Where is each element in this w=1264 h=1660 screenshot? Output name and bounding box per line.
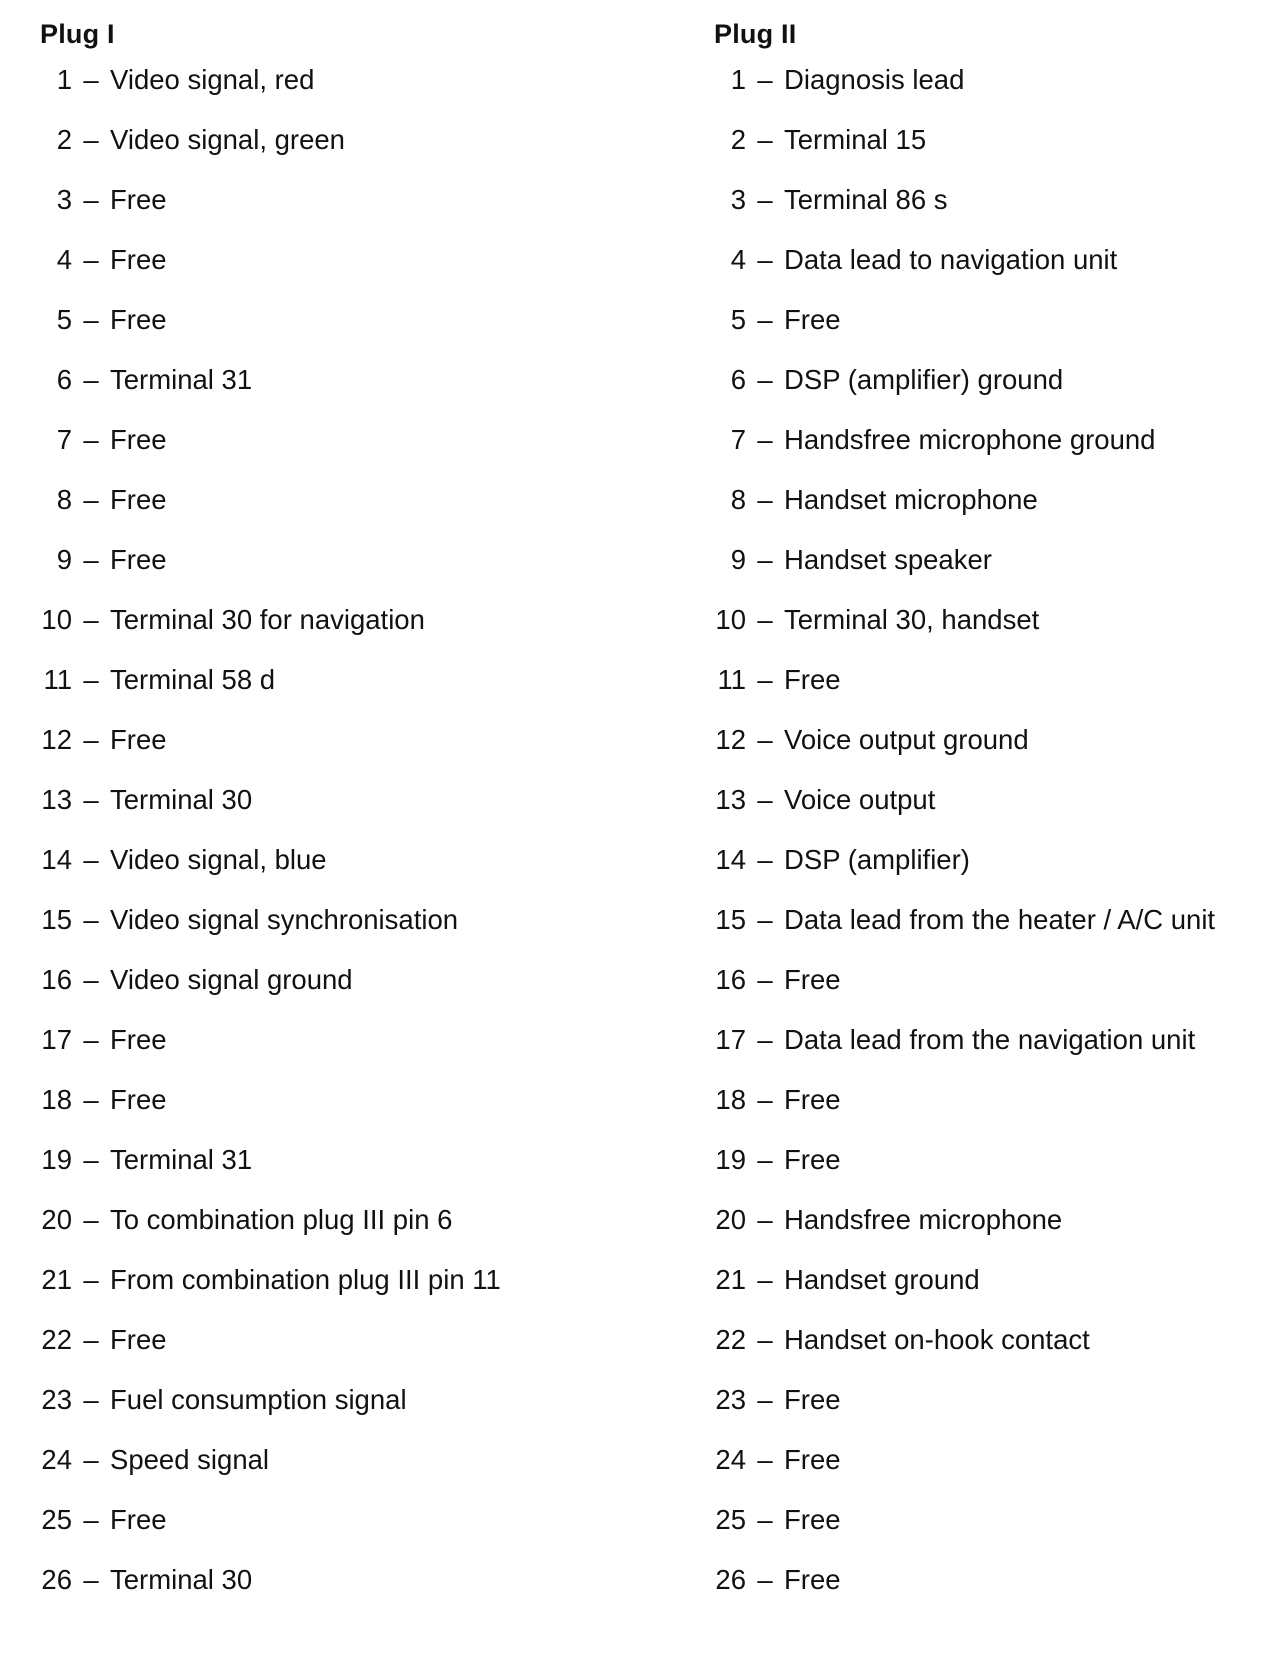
pin-row	[40, 604, 660, 664]
pin-row	[40, 724, 660, 784]
pin-separator: –	[757, 1144, 773, 1175]
pin-row	[40, 664, 660, 724]
pin-separator: –	[757, 424, 773, 455]
pin-number: 7	[56, 424, 72, 455]
pin-number: 24	[41, 1444, 72, 1475]
pin-number: 1	[730, 64, 746, 95]
pin-row	[714, 1024, 1254, 1084]
pin-row	[714, 424, 1254, 484]
pin-number: 10	[41, 604, 72, 635]
pin-row	[714, 544, 1254, 604]
pin-description: Terminal 86 s	[784, 184, 948, 215]
pin-description: Free	[784, 664, 841, 695]
pin-description: Terminal 30, handset	[784, 604, 1040, 635]
pin-separator: –	[757, 304, 773, 335]
pin-number: 12	[715, 724, 746, 755]
pin-row	[714, 1084, 1254, 1144]
pin-row	[40, 1084, 660, 1144]
pin-description: Handset on-hook contact	[784, 1324, 1090, 1355]
pin-number: 4	[56, 244, 72, 275]
pin-number: 15	[715, 904, 746, 935]
pin-separator: –	[83, 64, 99, 95]
pin-separator: –	[757, 244, 773, 275]
pin-number: 8	[56, 484, 72, 515]
pin-row	[40, 1264, 660, 1324]
pin-separator: –	[83, 844, 99, 875]
pin-separator: –	[757, 364, 773, 395]
pin-row	[40, 244, 660, 304]
pin-number: 19	[41, 1144, 72, 1175]
pin-row	[714, 724, 1254, 784]
pin-separator: –	[83, 1144, 99, 1175]
pin-separator: –	[757, 544, 773, 575]
pin-number: 26	[41, 1564, 72, 1595]
pin-separator: –	[757, 784, 773, 815]
pin-number: 10	[715, 604, 746, 635]
pin-description: Free	[784, 1564, 841, 1595]
pin-number: 23	[715, 1384, 746, 1415]
pin-number: 20	[715, 1204, 746, 1235]
pin-number: 11	[717, 664, 746, 695]
pin-description: Terminal 15	[784, 124, 927, 155]
pin-number: 16	[715, 964, 746, 995]
pin-separator: –	[83, 1204, 99, 1235]
pin-row	[40, 784, 660, 844]
plug-1-heading: Plug I	[40, 19, 115, 49]
pin-row	[714, 1324, 1254, 1384]
pin-row	[40, 1504, 660, 1564]
pin-separator: –	[757, 1264, 773, 1295]
pin-description: Free	[784, 964, 841, 995]
pin-number: 9	[730, 544, 746, 575]
pin-row	[40, 1204, 660, 1264]
pin-number: 6	[56, 364, 72, 395]
pin-row	[40, 484, 660, 544]
pin-row	[714, 1504, 1254, 1564]
pin-description: Handset microphone	[784, 484, 1038, 515]
pin-number: 26	[715, 1564, 746, 1595]
pin-description: Fuel consumption signal	[110, 1384, 407, 1415]
pin-description: Video signal ground	[110, 964, 353, 995]
pin-separator: –	[83, 904, 99, 935]
pin-separator: –	[757, 1564, 773, 1595]
pin-description: Free	[784, 1084, 841, 1115]
pin-row	[714, 184, 1254, 244]
pin-row	[40, 1324, 660, 1384]
pin-row	[714, 1204, 1254, 1264]
pin-row	[714, 364, 1254, 424]
pin-description: To combination plug III pin 6	[110, 1204, 453, 1235]
pin-number: 3	[56, 184, 72, 215]
pin-row	[40, 544, 660, 604]
pin-separator: –	[757, 604, 773, 635]
pin-separator: –	[83, 784, 99, 815]
pin-separator: –	[83, 124, 99, 155]
pin-description: Free	[110, 1084, 167, 1115]
pin-number: 21	[715, 1264, 746, 1295]
pin-number: 22	[41, 1324, 72, 1355]
pin-description: Handsfree microphone	[784, 1204, 1063, 1235]
pin-row	[40, 424, 660, 484]
pin-row	[714, 1384, 1254, 1444]
pin-separator: –	[83, 364, 99, 395]
pin-separator: –	[83, 1264, 99, 1295]
pin-description: Data lead from the navigation unit	[784, 1024, 1196, 1055]
pin-number: 20	[41, 1204, 72, 1235]
pin-description: Handset speaker	[784, 544, 992, 575]
pin-number: 5	[56, 304, 72, 335]
pin-separator: –	[83, 1444, 99, 1475]
pin-description: Handsfree microphone ground	[784, 424, 1156, 455]
pin-separator: –	[83, 184, 99, 215]
plug-1-column	[40, 18, 660, 1624]
pin-number: 3	[730, 184, 746, 215]
pin-row	[40, 844, 660, 904]
pin-separator: –	[83, 304, 99, 335]
pin-row	[714, 1144, 1254, 1204]
pin-number: 25	[715, 1504, 746, 1535]
pin-separator: –	[757, 1024, 773, 1055]
pin-separator: –	[83, 1384, 99, 1415]
pin-description: Terminal 30	[110, 1564, 253, 1595]
pin-separator: –	[757, 964, 773, 995]
pin-separator: –	[757, 1204, 773, 1235]
pin-separator: –	[757, 724, 773, 755]
pin-number: 14	[715, 844, 746, 875]
pin-number: 21	[41, 1264, 72, 1295]
pin-separator: –	[757, 904, 773, 935]
pin-number: 17	[715, 1024, 746, 1055]
plug-2-pin-list	[714, 64, 1254, 1624]
pin-separator: –	[83, 244, 99, 275]
pin-separator: –	[83, 484, 99, 515]
pin-row	[40, 1444, 660, 1504]
pin-description: Free	[110, 424, 167, 455]
pin-separator: –	[757, 1444, 773, 1475]
pin-description: Diagnosis lead	[784, 64, 965, 95]
pin-description: Free	[110, 544, 167, 575]
pin-number: 8	[730, 484, 746, 515]
pin-number: 2	[730, 124, 746, 155]
pin-row	[714, 904, 1254, 964]
pin-description: DSP (amplifier) ground	[784, 364, 1064, 395]
pin-number: 12	[41, 724, 72, 755]
pin-separator: –	[83, 1084, 99, 1115]
pin-number: 7	[730, 424, 746, 455]
pin-description: Free	[110, 184, 167, 215]
pin-separator: –	[83, 544, 99, 575]
pin-row	[714, 964, 1254, 1024]
pin-separator: –	[757, 1504, 773, 1535]
pin-description: Video signal, green	[110, 124, 345, 155]
pin-number: 24	[715, 1444, 746, 1475]
pin-row	[40, 304, 660, 364]
pin-description: Voice output	[784, 784, 936, 815]
pin-description: Free	[110, 1324, 167, 1355]
pin-description: Free	[784, 1144, 841, 1175]
pin-number: 23	[41, 1384, 72, 1415]
pin-row	[714, 1264, 1254, 1324]
pin-description: Speed signal	[110, 1444, 270, 1475]
pin-separator: –	[757, 184, 773, 215]
pin-row	[40, 184, 660, 244]
pin-number: 4	[730, 244, 746, 275]
pin-separator: –	[83, 424, 99, 455]
pin-separator: –	[757, 484, 773, 515]
plug-1-pin-list	[40, 64, 660, 1624]
pin-description: Terminal 31	[110, 364, 253, 395]
pin-row	[714, 1564, 1254, 1624]
pin-separator: –	[83, 1024, 99, 1055]
pin-description: DSP (amplifier)	[784, 844, 970, 875]
pin-description: Free	[110, 724, 167, 755]
pin-description: Data lead from the heater / A/C unit	[784, 904, 1216, 935]
pin-separator: –	[757, 64, 773, 95]
pin-number: 18	[715, 1084, 746, 1115]
pin-description: Data lead to navigation unit	[784, 244, 1118, 275]
pin-number: 18	[41, 1084, 72, 1115]
pin-separator: –	[83, 1504, 99, 1535]
pin-number: 13	[41, 784, 72, 815]
pin-separator: –	[83, 724, 99, 755]
pin-row	[714, 244, 1254, 304]
pin-description: Free	[784, 1384, 841, 1415]
pin-separator: –	[83, 1564, 99, 1595]
pin-description: Voice output ground	[784, 724, 1029, 755]
pin-row	[714, 64, 1254, 124]
pin-number: 15	[41, 904, 72, 935]
pin-description: Free	[110, 1024, 167, 1055]
pin-row	[40, 1564, 660, 1624]
pin-row	[40, 1024, 660, 1084]
pin-number: 1	[56, 64, 72, 95]
plug-2-column	[714, 18, 1254, 1624]
pin-description: Free	[110, 1504, 167, 1535]
pin-description: Terminal 31	[110, 1144, 253, 1175]
pin-separator: –	[757, 1384, 773, 1415]
pin-number: 2	[56, 124, 72, 155]
pin-description: Video signal, red	[110, 64, 315, 95]
pin-number: 22	[715, 1324, 746, 1355]
pin-row	[714, 1444, 1254, 1504]
pin-row	[714, 604, 1254, 664]
pin-description: Handset ground	[784, 1264, 980, 1295]
plug-2-heading: Plug II	[714, 19, 797, 49]
pin-separator: –	[83, 664, 99, 695]
pin-row	[714, 844, 1254, 904]
pin-description: Terminal 58 d	[110, 664, 276, 695]
pin-row	[714, 784, 1254, 844]
pin-description: Free	[784, 1504, 841, 1535]
pin-row	[714, 124, 1254, 184]
pin-row	[40, 904, 660, 964]
pin-separator: –	[757, 664, 773, 695]
pin-row	[40, 124, 660, 184]
pin-row	[40, 364, 660, 424]
pin-number: 6	[730, 364, 746, 395]
pin-number: 9	[56, 544, 72, 575]
pin-number: 11	[43, 664, 72, 695]
pin-number: 25	[41, 1504, 72, 1535]
pin-description: Terminal 30	[110, 784, 253, 815]
pin-row	[714, 304, 1254, 364]
pin-description: Video signal synchronisation	[110, 904, 459, 935]
pin-description: Free	[784, 1444, 841, 1475]
pin-number: 19	[715, 1144, 746, 1175]
pin-description: Terminal 30 for navigation	[110, 604, 425, 635]
pin-row	[40, 64, 660, 124]
pin-number: 17	[41, 1024, 72, 1055]
pin-description: Free	[110, 244, 167, 275]
pin-separator: –	[83, 1324, 99, 1355]
pin-row	[40, 1144, 660, 1204]
pin-separator: –	[757, 844, 773, 875]
pin-separator: –	[83, 604, 99, 635]
pin-number: 5	[730, 304, 746, 335]
pin-description: From combination plug III pin 11	[110, 1264, 501, 1295]
pin-separator: –	[83, 964, 99, 995]
pin-separator: –	[757, 124, 773, 155]
pin-number: 14	[41, 844, 72, 875]
pin-row	[714, 484, 1254, 544]
pin-description: Free	[110, 484, 167, 515]
pin-description: Video signal, blue	[110, 844, 327, 875]
pin-row	[714, 664, 1254, 724]
pin-separator: –	[757, 1324, 773, 1355]
pin-description: Free	[784, 304, 841, 335]
pin-row	[40, 1384, 660, 1444]
pin-separator: –	[757, 1084, 773, 1115]
pin-number: 16	[41, 964, 72, 995]
pin-row	[40, 964, 660, 1024]
pin-number: 13	[715, 784, 746, 815]
pin-description: Free	[110, 304, 167, 335]
